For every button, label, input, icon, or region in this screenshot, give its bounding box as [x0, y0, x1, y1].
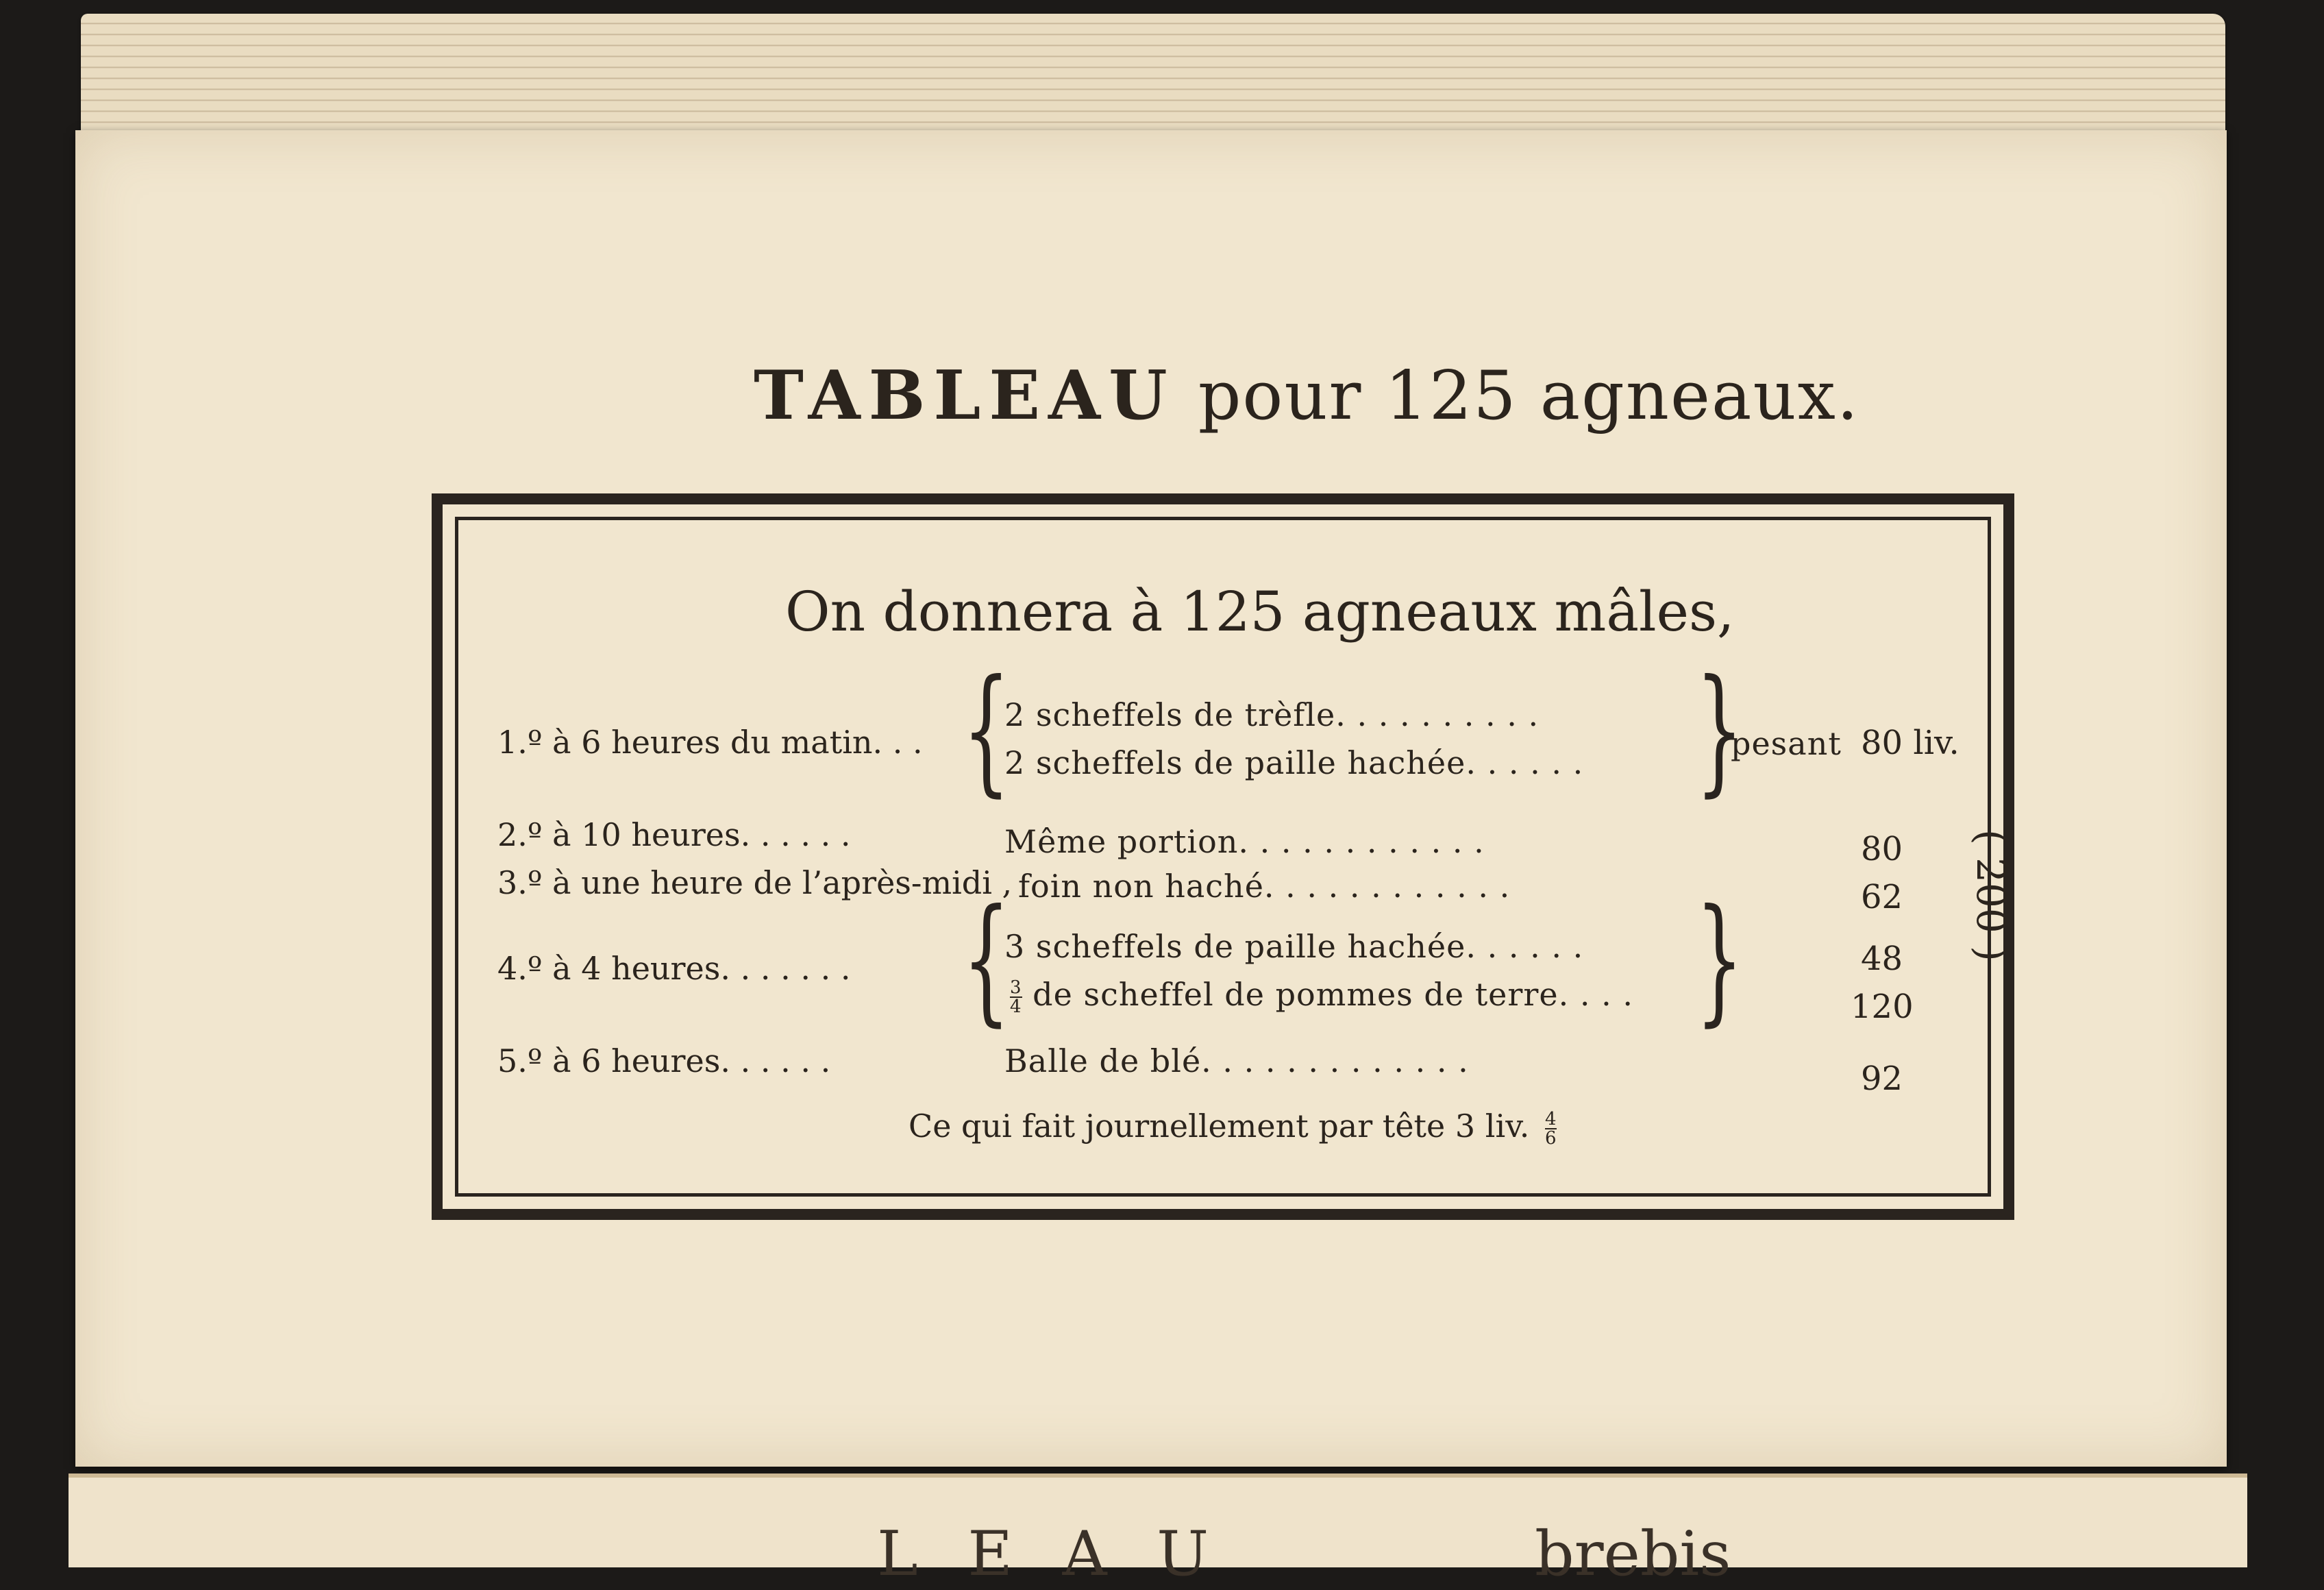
- row-value-label: pesant: [1731, 725, 1842, 762]
- row-label: 1.º à 6 heures du matin. . .: [497, 724, 923, 761]
- row-item: foin non haché. . . . . . . . . . . .: [1018, 868, 1511, 905]
- row-value: 62: [1861, 878, 1903, 916]
- row-label: 5.º à 6 heures. . . . . .: [497, 1042, 831, 1079]
- fraction: $\frac{4}{6}$: [1544, 1109, 1557, 1149]
- brace-left: {: [962, 650, 1011, 810]
- page-title: [754, 356, 1859, 435]
- brace-right: }: [1695, 650, 1744, 810]
- row-item: 2 scheffels de paille hachée. . . . . .: [1004, 744, 1584, 781]
- title-caps: TABLEAU: [754, 356, 1176, 435]
- row-label: 4.º à 4 heures. . . . . . .: [497, 950, 851, 987]
- row-value: 48: [1861, 940, 1903, 978]
- title-rest: pour 125 agneaux.: [1198, 357, 1859, 435]
- fraction: $\frac{3}{4}$: [1010, 977, 1022, 1017]
- row-item: Balle de blé. . . . . . . . . . . . .: [1004, 1042, 1469, 1079]
- page-number: ( 200 ): [1968, 829, 2014, 962]
- daily-total: Ce qui fait journellement par tête 3 liv. $\frac{4}{6}$: [908, 1108, 1557, 1149]
- brace-left: {: [962, 880, 1011, 1040]
- next-page-text-right: brebis: [1535, 1518, 1731, 1590]
- row-item: 2 scheffels de trèfle. . . . . . . . . .: [1004, 696, 1540, 733]
- row-value: 92: [1861, 1060, 1903, 1098]
- row-item-fraction: $\frac{3}{4}$ de scheffel de pommes de terre. . . .: [1010, 976, 1633, 1017]
- row-value: 120: [1851, 988, 1914, 1026]
- table-frame: [432, 493, 2014, 1220]
- row-value: 80: [1861, 830, 1903, 868]
- row-item: 3 scheffels de paille hachée. . . . . .: [1004, 928, 1584, 965]
- row-label: 2.º à 10 heures. . . . . .: [497, 816, 851, 853]
- row-value: 80 liv.: [1861, 724, 1960, 762]
- row-label: 3.º à une heure de l’après-midi ,: [497, 864, 1013, 901]
- table-heading: On donnera à 125 agneaux mâles,: [785, 580, 1735, 644]
- row-item: Même portion. . . . . . . . . . . .: [1004, 823, 1485, 860]
- next-page-text-left: L E A U: [877, 1518, 1224, 1590]
- brace-right: }: [1695, 880, 1744, 1040]
